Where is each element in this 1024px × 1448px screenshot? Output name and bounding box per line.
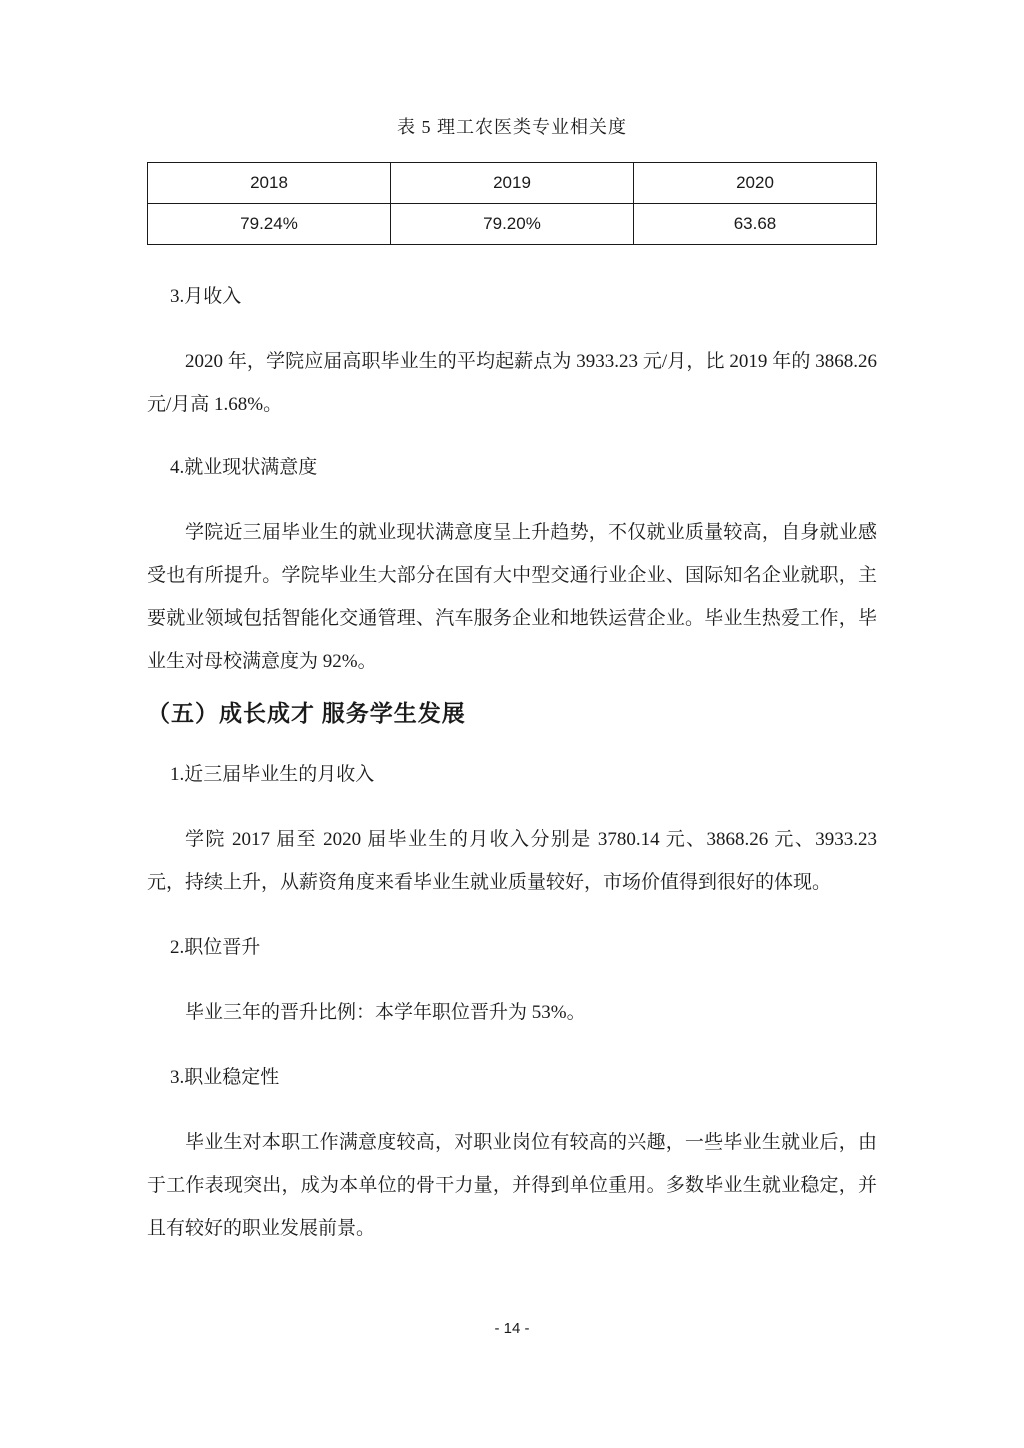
section-5-2-heading: 2.职位晋升	[170, 937, 261, 958]
section-5-1-paragraph: 学院 2017 届至 2020 届毕业生的月收入分别是 3780.14 元、3868.26 元、3933.23 元，持续上升，从薪资角度来看毕业生就业质量较好，市场价值得到很好的体现。	[147, 829, 877, 893]
section-5-3-heading: 3.职业稳定性	[170, 1067, 280, 1088]
section-4-heading: 4.就业现状满意度	[170, 457, 318, 478]
page-number: - 14 -	[494, 1320, 530, 1337]
table-header-cell-2020: 2020	[634, 163, 877, 204]
section-3-heading: 3.月收入	[170, 286, 242, 307]
section-3-paragraph: 2020 年，学院应届高职毕业生的平均起薪点为 3933.23 元/月，比 2019 年的 3868.26 元/月高 1.68%。	[147, 351, 877, 415]
chapter-5-heading: （五）成长成才 服务学生发展	[147, 701, 466, 726]
relevance-table	[147, 162, 877, 245]
page-content	[147, 112, 877, 1250]
table-row	[148, 204, 877, 245]
table-header-cell-2019: 2019	[391, 163, 634, 204]
table-caption: 表 5 理工农医类专业相关度	[397, 117, 627, 137]
table-cell-2019-value: 79.20%	[391, 204, 634, 245]
section-5-3-paragraph: 毕业生对本职工作满意度较高，对职业岗位有较高的兴趣，一些毕业生就业后，由于工作表现突出，成为本单位的骨干力量，并得到单位重用。多数毕业生就业稳定，并且有较好的职业发展前景。	[147, 1132, 877, 1239]
table-cell-2018-value: 79.24%	[148, 204, 391, 245]
section-5-1-heading: 1.近三届毕业生的月收入	[170, 764, 375, 785]
section-4-paragraph: 学院近三届毕业生的就业现状满意度呈上升趋势，不仅就业质量较高，自身就业感受也有所提升。学院毕业生大部分在国有大中型交通行业企业、国际知名企业就职，主要就业领域包括智能化交通管理、汽车服务企业和地铁运营企业。毕业生热爱工作，毕业生对母校满意度为 92%。	[147, 522, 877, 672]
table-header-row	[148, 163, 877, 204]
table-header-cell-2018: 2018	[148, 163, 391, 204]
section-5-2-paragraph: 毕业三年的晋升比例：本学年职位晋升为 53%。	[185, 1002, 586, 1023]
table-cell-2020-value: 63.68	[634, 204, 877, 245]
